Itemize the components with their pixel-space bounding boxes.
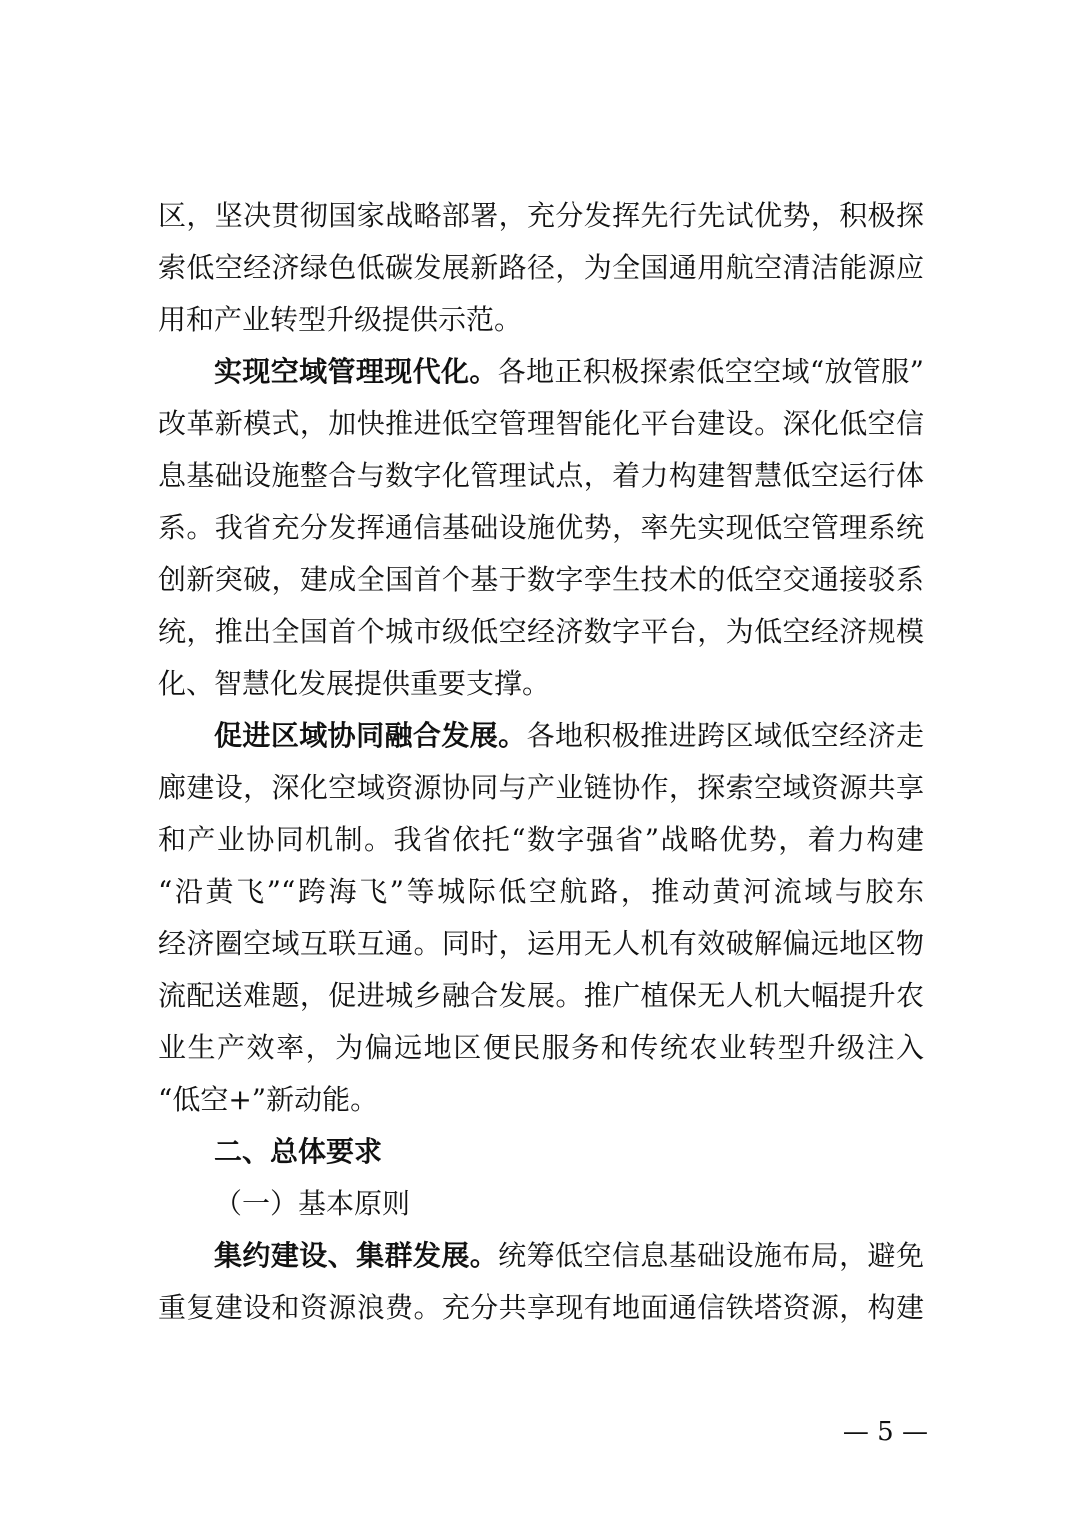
text-run: 各地正积极探索低空空域“放管服”	[497, 355, 924, 388]
text-line: 廊建设，深化空域资源协同与产业链协作，探索空域资源共享	[158, 771, 924, 804]
text-line: 息基础设施整合与数字化管理试点，着力构建智慧低空运行体	[158, 459, 924, 492]
text-line: 业生产效率，为偏远地区便民服务和传统农业转型升级注入	[158, 1031, 924, 1064]
text-line: 系。我省充分发挥通信基础设施优势，率先实现低空管理系统	[158, 511, 924, 544]
text-line: 创新突破，建成全国首个基于数字孪生技术的低空交通接驳系	[158, 563, 924, 596]
text-line: 化、智慧化发展提供重要支撑。	[158, 667, 551, 700]
text-line	[158, 346, 924, 398]
text-line: “沿黄飞”“跨海飞”等城际低空航路，推动黄河流域与胶东	[158, 875, 924, 908]
text-line	[158, 710, 924, 762]
text-line: 改革新模式，加快推进低空管理智能化平台建设。深化低空信	[158, 407, 924, 440]
text-line: “低空+”新动能。	[158, 1083, 379, 1116]
text-line: 流配送难题，促进城乡融合发展。推广植保无人机大幅提升农	[158, 979, 924, 1012]
text-line: 用和产业转型升级提供示范。	[158, 303, 523, 336]
text-run: 各地积极推进跨区域低空经济走	[526, 719, 924, 752]
paragraph-heading: 促进区域协同融合发展。	[214, 719, 527, 752]
paragraph-heading: 实现空域管理现代化。	[214, 355, 498, 388]
text-line	[158, 1230, 924, 1282]
subsection-title: （一）基本原则	[214, 1187, 411, 1220]
paragraph-heading: 集约建设、集群发展。	[214, 1239, 499, 1272]
text-line: 统，推出全国首个城市级低空经济数字平台，为低空经济规模	[158, 615, 924, 648]
text-run: 统筹低空信息基础设施布局，避免	[498, 1239, 924, 1272]
text-line: 区，坚决贯彻国家战略部署，充分发挥先行先试优势，积极探	[158, 199, 924, 232]
body-text	[158, 190, 924, 1334]
section-title: 二、总体要求	[214, 1135, 383, 1168]
text-line: 重复建设和资源浪费。充分共享现有地面通信铁塔资源，构建	[158, 1291, 924, 1324]
text-line: 经济圈空域互联互通。同时，运用无人机有效破解偏远地区物	[158, 927, 924, 960]
page-number: — 5 —	[842, 1417, 928, 1447]
text-line: 索低空经济绿色低碳发展新路径，为全国通用航空清洁能源应	[158, 251, 924, 284]
text-line: 和产业协同机制。我省依托“数字强省”战略优势，着力构建	[158, 823, 924, 856]
